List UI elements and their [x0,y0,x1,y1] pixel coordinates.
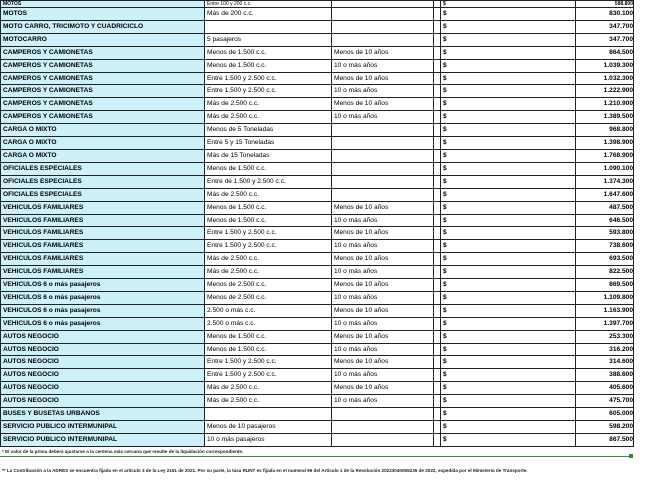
table-row [1,85,634,98]
currency-cell: $ [441,227,576,240]
selection-handle[interactable] [629,454,633,458]
gap-cell [434,214,441,227]
currency-cell: $ [441,98,576,111]
category-cell: VEHICULOS FAMILIARES [1,266,205,279]
subtype-cell: 10 o más pasajeros [205,433,332,446]
table-row [1,72,634,85]
value-cell: 1.163.900 [576,304,634,317]
value-cell: 1.768.900 [576,149,634,162]
table-row [1,149,634,162]
age-cell: 10 o más años [332,266,434,279]
subtype-cell: Más de 2.500 c.c. [205,395,332,408]
selection-border-line [0,456,633,457]
category-cell: SERVICIO PUBLICO INTERMUNIPAL [1,421,205,434]
currency-cell: $ [441,291,576,304]
subtype-cell [205,408,332,421]
age-cell [332,188,434,201]
gap-cell [434,317,441,330]
gap-cell [434,149,441,162]
age-cell: 10 o más años [332,214,434,227]
value-cell: 347.700 [576,33,634,46]
age-cell [332,33,434,46]
gap-cell [434,291,441,304]
currency-cell: $ [441,46,576,59]
currency-cell: $ [441,175,576,188]
category-cell: VEHICULOS FAMILIARES [1,201,205,214]
gap-cell [434,188,441,201]
age-cell [332,20,434,33]
currency-cell: $ [441,214,576,227]
value-cell: 1.397.700 [576,317,634,330]
table-row [1,369,634,382]
gap-cell [434,175,441,188]
currency-cell: $ [441,266,576,279]
table-row [1,395,634,408]
table-row [1,408,634,421]
age-cell: 10 o más años [332,317,434,330]
gap-cell [434,20,441,33]
subtype-cell: 2.500 o más c.c. [205,304,332,317]
age-cell: Menos de 10 años [332,330,434,343]
category-cell: OFICIALES ESPECIALES [1,188,205,201]
subtype-cell: Menos de 1.500 c.c. [205,330,332,343]
value-cell: 822.500 [576,266,634,279]
category-cell: AUTOS NEGOCIO [1,330,205,343]
category-cell: VEHICULOS 6 o más pasajeros [1,304,205,317]
table-row [1,356,634,369]
age-cell: 10 o más años [332,240,434,253]
footnote-1: * El valor de la prima deberá ajustarse a la centena más cercana que resulte de la liquidación correspondiente. [2,449,244,454]
table-row [1,20,634,33]
category-cell: CAMPEROS Y CAMIONETAS [1,46,205,59]
category-cell: MOTOS [1,1,205,8]
category-cell: AUTOS NEGOCIO [1,395,205,408]
category-cell: OFICIALES ESPECIALES [1,175,205,188]
gap-cell [434,382,441,395]
category-cell: CAMPEROS Y CAMIONETAS [1,111,205,124]
age-cell: Menos de 10 años [332,201,434,214]
table-row [1,266,634,279]
category-cell: VEHICULOS FAMILIARES [1,240,205,253]
currency-cell: $ [441,304,576,317]
age-cell [332,408,434,421]
gap-cell [434,227,441,240]
category-cell: VEHICULOS FAMILIARES [1,253,205,266]
gap-cell [434,46,441,59]
age-cell: Menos de 10 años [332,304,434,317]
currency-cell: $ [441,162,576,175]
table-row [1,240,634,253]
table-row [1,343,634,356]
value-cell: 1.109.800 [576,291,634,304]
value-cell: 588.800 [576,1,634,8]
category-cell: CAMPEROS Y CAMIONETAS [1,59,205,72]
table-row [1,98,634,111]
value-cell: 475.700 [576,395,634,408]
age-cell [332,1,434,8]
currency-cell: $ [441,279,576,292]
gap-cell [434,33,441,46]
currency-cell: $ [441,382,576,395]
age-cell: Menos de 10 años [332,279,434,292]
gap-cell [434,266,441,279]
table-row [1,137,634,150]
age-cell: 10 o más años [332,85,434,98]
currency-cell: $ [441,8,576,21]
age-cell [332,137,434,150]
currency-cell: $ [441,201,576,214]
value-cell: 605.000 [576,408,634,421]
age-cell [332,149,434,162]
value-cell: 316.200 [576,343,634,356]
age-cell: 10 o más años [332,369,434,382]
age-cell: Menos de 10 años [332,356,434,369]
category-cell: MOTO CARRO, TRICIMOTO Y CUADRICICLO [1,20,205,33]
value-cell: 314.600 [576,356,634,369]
currency-cell: $ [441,408,576,421]
subtype-cell: Menos de 1.500 c.c. [205,46,332,59]
subtype-cell: Menos de 1.500 c.c. [205,343,332,356]
currency-cell: $ [441,20,576,33]
gap-cell [434,240,441,253]
category-cell: CAMPEROS Y CAMIONETAS [1,72,205,85]
age-cell [332,124,434,137]
gap-cell [434,201,441,214]
category-cell: BUSES Y BUSETAS URBANOS [1,408,205,421]
age-cell [332,162,434,175]
category-cell: AUTOS NEGOCIO [1,382,205,395]
subtype-cell: Más de 200 c.c. [205,8,332,21]
age-cell [332,175,434,188]
category-cell: CARGA O MIXTO [1,137,205,150]
subtype-cell: 5 pasajeros [205,33,332,46]
gap-cell [434,356,441,369]
subtype-cell: Menos de 1.500 c.c. [205,214,332,227]
gap-cell [434,8,441,21]
age-cell: 10 o más años [332,111,434,124]
subtype-cell: Menos de 2.500 c.c. [205,279,332,292]
category-cell: CAMPEROS Y CAMIONETAS [1,85,205,98]
value-cell: 864.500 [576,46,634,59]
gap-cell [434,330,441,343]
age-cell: Menos de 10 años [332,227,434,240]
age-cell: 10 o más años [332,59,434,72]
gap-cell [434,433,441,446]
gap-cell [434,59,441,72]
subtype-cell: Más de 2.500 c.c. [205,253,332,266]
value-cell: 1.647.600 [576,188,634,201]
value-cell: 1.222.900 [576,85,634,98]
gap-cell [434,304,441,317]
subtype-cell: Entre 1.500 y 2.500 c.c. [205,227,332,240]
currency-cell: $ [441,85,576,98]
table-row [1,279,634,292]
category-cell: AUTOS NEGOCIO [1,343,205,356]
currency-cell: $ [441,124,576,137]
category-cell: VEHICULOS 6 o más pasajeros [1,279,205,292]
table-row [1,111,634,124]
category-cell: VEHICULOS 6 o más pasajeros [1,317,205,330]
category-cell: CARGA O MIXTO [1,149,205,162]
currency-cell: $ [441,330,576,343]
value-cell: 1.398.900 [576,137,634,150]
gap-cell [434,1,441,8]
category-cell: VEHICULOS 6 o más pasajeros [1,291,205,304]
gap-cell [434,421,441,434]
table-row [1,227,634,240]
category-cell: CAMPEROS Y CAMIONETAS [1,98,205,111]
value-cell: 646.500 [576,214,634,227]
subtype-cell: Más de 2.500 c.c. [205,382,332,395]
value-cell: 405.600 [576,382,634,395]
gap-cell [434,162,441,175]
table-row [1,317,634,330]
currency-cell: $ [441,356,576,369]
footnote-2: ** La Contribución a la ADRES se encuentra fijada en el artículo 3 de la Ley 2161 de 2021. Por su parte, la tasa RUNT es fijada en el numeral 96 del Artículo 1 de la Resolución 20223040055235 de 2022, expedida por el Ministerio de Transporte. [2,468,528,473]
value-cell: 598.200 [576,421,634,434]
category-cell: AUTOS NEGOCIO [1,356,205,369]
currency-cell: $ [441,240,576,253]
currency-cell: $ [441,395,576,408]
gap-cell [434,253,441,266]
gap-cell [434,408,441,421]
age-cell [332,421,434,434]
value-cell: 830.100 [576,8,634,21]
subtype-cell: Entre de 1.500 y 2.500 c.c. [205,175,332,188]
table-row [1,253,634,266]
gap-cell [434,111,441,124]
currency-cell: $ [441,317,576,330]
gap-cell [434,395,441,408]
table-row [1,46,634,59]
age-cell: 10 o más años [332,395,434,408]
currency-cell: $ [441,343,576,356]
gap-cell [434,124,441,137]
subtype-cell: Más de 2.500 c.c. [205,188,332,201]
category-cell: VEHICULOS FAMILIARES [1,214,205,227]
currency-cell: $ [441,1,576,8]
value-cell: 968.800 [576,124,634,137]
value-cell: 1.389.500 [576,111,634,124]
currency-cell: $ [441,421,576,434]
value-cell: 1.210.900 [576,98,634,111]
gap-cell [434,85,441,98]
subtype-cell: Menos de 1.500 c.c. [205,59,332,72]
category-cell: SERVICIO PUBLICO INTERMUNIPAL [1,433,205,446]
value-cell: 693.500 [576,253,634,266]
table-row [1,124,634,137]
currency-cell: $ [441,33,576,46]
value-cell: 1.039.300 [576,59,634,72]
currency-cell: $ [441,149,576,162]
subtype-cell: Menos de 1.500 c.c. [205,162,332,175]
subtype-cell: Entre 1.500 y 2.500 c.c. [205,369,332,382]
value-cell: 388.600 [576,369,634,382]
gap-cell [434,279,441,292]
value-cell: 1.374.300 [576,175,634,188]
gap-cell [434,72,441,85]
age-cell: Menos de 10 años [332,98,434,111]
table-row [1,382,634,395]
subtype-cell: Menos de 10 pasajeros [205,421,332,434]
gap-cell [434,98,441,111]
table-row [1,304,634,317]
currency-cell: $ [441,253,576,266]
value-cell: 487.500 [576,201,634,214]
gap-cell [434,369,441,382]
category-cell: MOTOCARRO [1,33,205,46]
age-cell: Menos de 10 años [332,46,434,59]
value-cell: 1.032.300 [576,72,634,85]
value-cell: 1.090.100 [576,162,634,175]
category-cell: OFICIALES ESPECIALES [1,162,205,175]
subtype-cell: Entre 1.500 y 2.500 c.c. [205,356,332,369]
value-cell: 253.300 [576,330,634,343]
value-cell: 869.500 [576,279,634,292]
subtype-cell: Entre 1.500 y 2.500 c.c. [205,72,332,85]
currency-cell: $ [441,188,576,201]
table-row [1,33,634,46]
category-cell: AUTOS NEGOCIO [1,369,205,382]
currency-cell: $ [441,72,576,85]
table-row [1,433,634,446]
currency-cell: $ [441,433,576,446]
currency-cell: $ [441,59,576,72]
age-cell: Menos de 10 años [332,253,434,266]
age-cell: Menos de 10 años [332,72,434,85]
table-row [1,201,634,214]
currency-cell: $ [441,137,576,150]
table-row [1,291,634,304]
value-cell: 867.500 [576,433,634,446]
subtype-cell: Más de 2.500 c.c. [205,98,332,111]
subtype-cell: Más de 15 Toneladas [205,149,332,162]
table-row [1,188,634,201]
subtype-cell: Menos de 2.500 c.c. [205,291,332,304]
subtype-cell: Entre 1.500 y 2.500 c.c. [205,240,332,253]
table-row [1,59,634,72]
subtype-cell: Entre 1.500 y 2.500 c.c. [205,85,332,98]
table-row [1,8,634,21]
gap-cell [434,137,441,150]
value-cell: 738.600 [576,240,634,253]
subtype-cell: Más de 2.500 c.c. [205,111,332,124]
currency-cell: $ [441,369,576,382]
gap-cell [434,343,441,356]
age-cell [332,8,434,21]
table-row [1,421,634,434]
subtype-cell [205,20,332,33]
subtype-cell: Entre 100 y 200 c.c. [205,1,332,8]
table-row [1,330,634,343]
subtype-cell: 2.500 o más c.c. [205,317,332,330]
subtype-cell: Menos de 5 Toneladas [205,124,332,137]
table-row-partial [1,1,634,8]
category-cell: VEHICULOS FAMILIARES [1,227,205,240]
table-row [1,214,634,227]
age-cell: 10 o más años [332,343,434,356]
category-cell: MOTOS [1,8,205,21]
value-cell: 347.700 [576,20,634,33]
category-cell: CARGA O MIXTO [1,124,205,137]
subtype-cell: Menos de 1.500 c.c. [205,201,332,214]
subtype-cell: Más de 2.500 c.c. [205,266,332,279]
currency-cell: $ [441,111,576,124]
value-cell: 593.800 [576,227,634,240]
age-cell [332,433,434,446]
table-row [1,162,634,175]
age-cell: 10 o más años [332,291,434,304]
subtype-cell: Entre 5 y 15 Toneladas [205,137,332,150]
table-row [1,175,634,188]
age-cell: Menos de 10 años [332,382,434,395]
